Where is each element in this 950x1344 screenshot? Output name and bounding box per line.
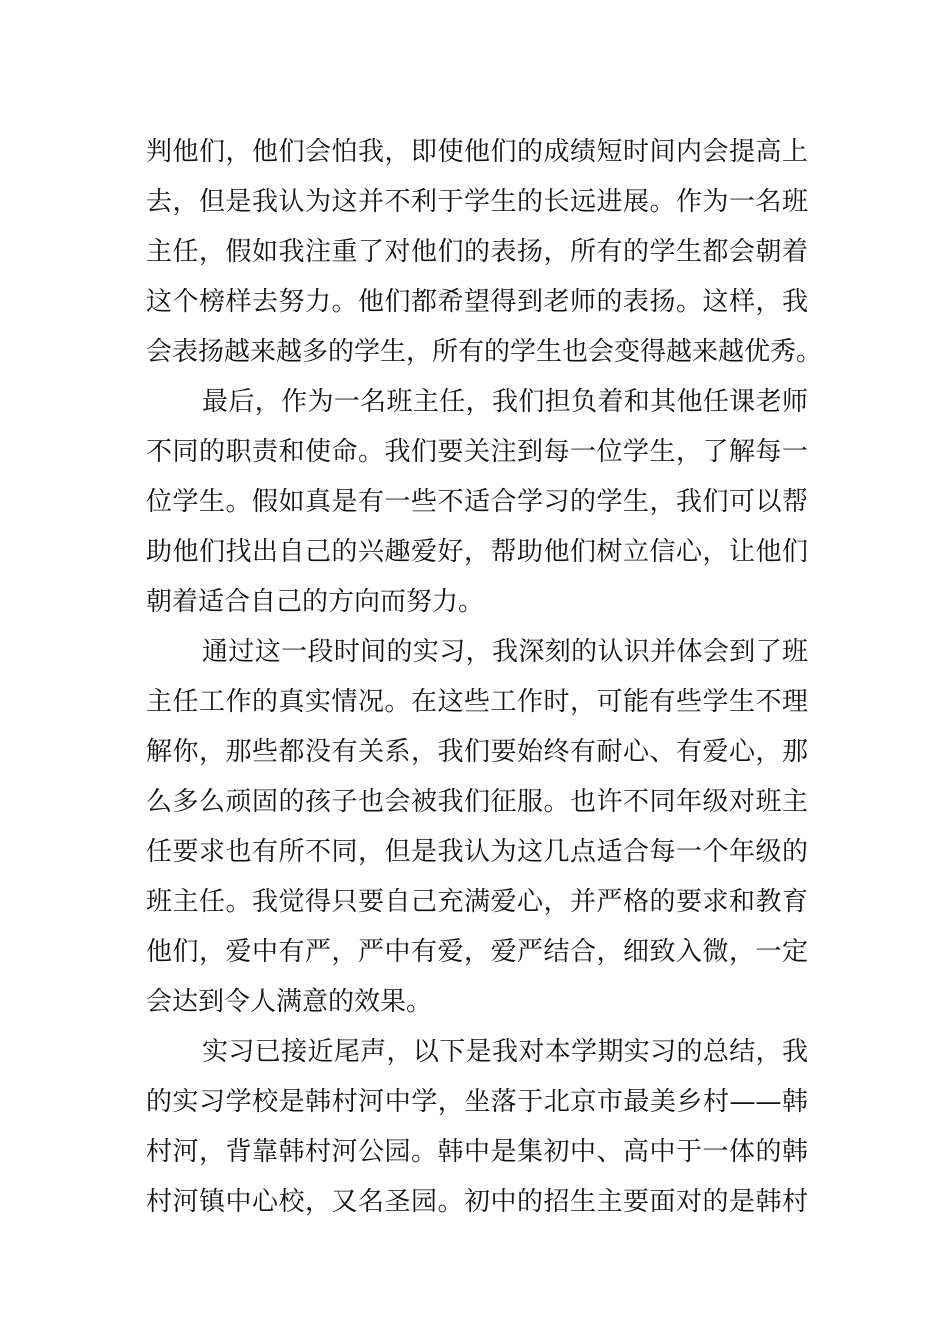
text-line: 班主任。我觉得只要自己充满爱心，并严格的要求和教育 [146, 887, 808, 917]
text-line: 村河，背靠韩村河公园。韩中是集初中、高中于一体的韩 [146, 1137, 808, 1167]
text-line: 最后，作为一名班主任，我们担负着和其他任课老师 [202, 387, 808, 417]
text-line: 实习已接近尾声，以下是我对本学期实习的总结，我 [202, 1037, 808, 1067]
text-line: 去，但是我认为这并不利于学生的长远进展。作为一名班 [146, 187, 808, 217]
paragraph-summary [146, 1027, 808, 1227]
text-line: 这个榜样去努力。他们都希望得到老师的表扬。这样，我 [146, 287, 808, 317]
paragraph-reflection [146, 627, 808, 1027]
paragraph-finally [146, 377, 808, 627]
text-line: 会表扬越来越多的学生，所有的学生也会变得越来越优秀。 [146, 337, 823, 367]
text-line: 么多么顽固的孩子也会被我们征服。也许不同年级对班主 [146, 787, 808, 817]
text-line: 他们，爱中有严，严中有爱，爱严结合，细致入微，一定 [146, 937, 808, 967]
text-line: 任要求也有所不同，但是我认为这几点适合每一个年级的 [146, 837, 808, 867]
text-line: 不同的职责和使命。我们要关注到每一位学生，了解每一 [146, 437, 808, 467]
text-line: 的实习学校是韩村河中学，坐落于北京市最美乡村——韩 [146, 1087, 808, 1117]
document-body [146, 127, 823, 1227]
paragraph-continuation [146, 127, 823, 377]
text-line: 朝着适合自己的方向而努力。 [146, 587, 485, 617]
text-line: 主任工作的真实情况。在这些工作时，可能有些学生不理 [146, 687, 808, 717]
text-line: 通过这一段时间的实习，我深刻的认识并体会到了班 [202, 637, 808, 667]
text-line: 会达到令人满意的效果。 [146, 987, 433, 1017]
text-line: 解你，那些都没有关系，我们要始终有耐心、有爱心，那 [146, 737, 808, 767]
text-line: 村河镇中心校，又名圣园。初中的招生主要面对的是韩村 [146, 1187, 808, 1217]
text-line: 助他们找出自己的兴趣爱好，帮助他们树立信心，让他们 [146, 537, 808, 567]
text-line: 判他们，他们会怕我，即使他们的成绩短时间内会提高上 [146, 137, 808, 167]
text-line: 主任，假如我注重了对他们的表扬，所有的学生都会朝着 [146, 237, 808, 267]
text-line: 位学生。假如真是有一些不适合学习的学生，我们可以帮 [146, 487, 808, 517]
